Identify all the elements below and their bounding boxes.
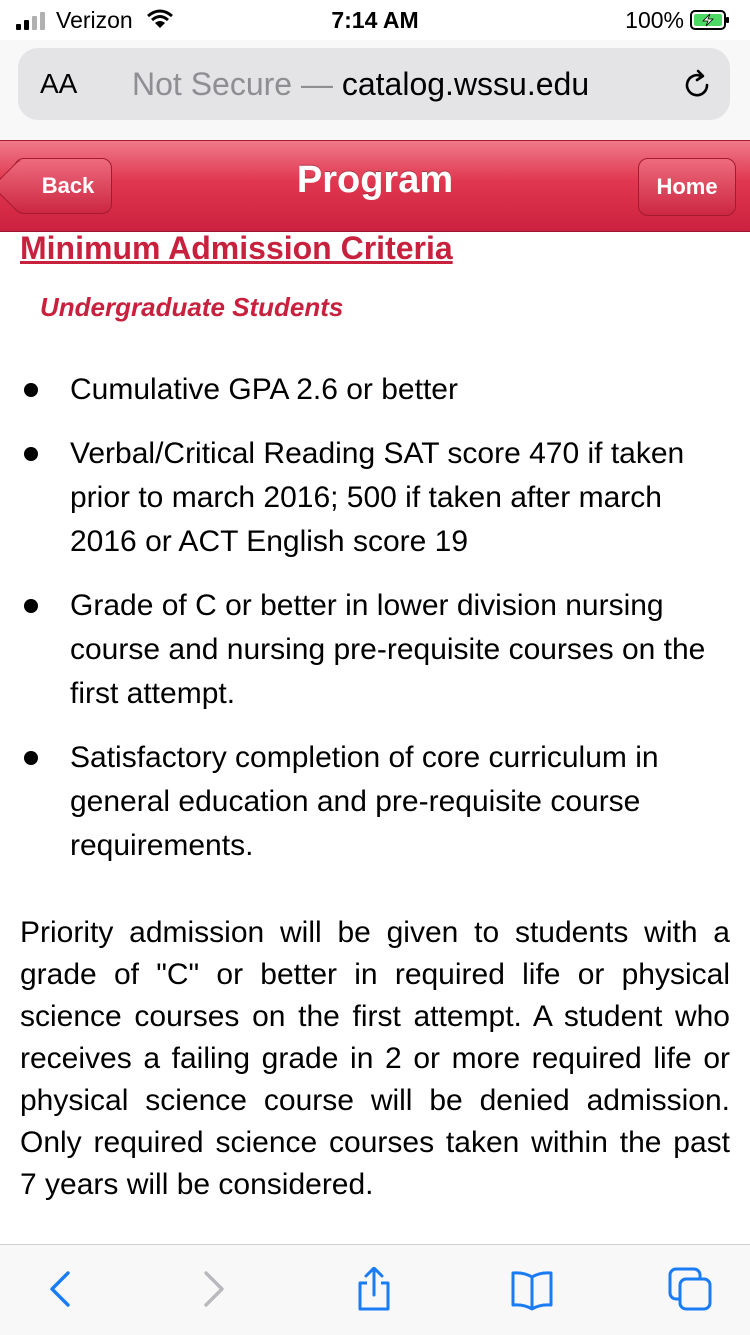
section-heading-link[interactable]: Minimum Admission Criteria [20, 230, 453, 266]
list-item: Satisfactory completion of core curriculum in general education and pre-requisite course requirements. [0, 736, 750, 868]
battery-percent: 100% [625, 7, 684, 33]
bullet-icon [24, 751, 38, 765]
browser-toolbar [0, 1244, 750, 1335]
bullet-icon [24, 383, 38, 397]
back-button[interactable]: Back [14, 158, 112, 214]
bullet-icon [24, 599, 38, 613]
reload-icon[interactable] [680, 68, 714, 102]
url-separator: — [292, 66, 342, 102]
url-domain: catalog.wssu.edu [341, 66, 590, 102]
page-title: Program [296, 159, 454, 201]
share-icon[interactable] [352, 1267, 396, 1311]
priority-admission-paragraph: Priority admission will be given to students with a grade of "C" or better in required life or physical science courses on the first attempt. A student who receives a failing grade in 2 or more required life or physical science course will be denied admission. Only required science courses taken within the past 7 years will be considered. [20, 916, 730, 1201]
battery-charging-icon [690, 10, 730, 30]
forward-arrow-icon[interactable] [192, 1267, 236, 1311]
security-label: Not Secure [132, 66, 293, 102]
address-bar[interactable] [18, 48, 730, 120]
bookmarks-icon[interactable] [510, 1267, 554, 1311]
section-subheading: Undergraduate Students [40, 292, 344, 322]
text-size-button[interactable]: AA [40, 68, 78, 99]
url-display[interactable] [132, 66, 589, 103]
list-item: Verbal/Critical Reading SAT score 470 if taken prior to march 2016; 500 if taken after march 2016 or ACT English score 19 [0, 432, 750, 564]
browser-address-area [0, 40, 750, 140]
criteria-list [0, 368, 750, 888]
status-time: 7:14 AM [331, 7, 419, 33]
carrier-name: Verizon [56, 7, 133, 33]
app-navbar [0, 140, 750, 232]
bullet-icon [24, 447, 38, 461]
status-bar [0, 0, 750, 40]
list-item: Grade of C or better in lower division nursing course and nursing pre-requisite courses on the first attempt. [0, 584, 750, 716]
list-item: Cumulative GPA 2.6 or better [0, 368, 750, 412]
tabs-icon[interactable] [668, 1267, 712, 1311]
home-button[interactable]: Home [638, 158, 736, 216]
back-arrow-icon[interactable] [38, 1267, 82, 1311]
